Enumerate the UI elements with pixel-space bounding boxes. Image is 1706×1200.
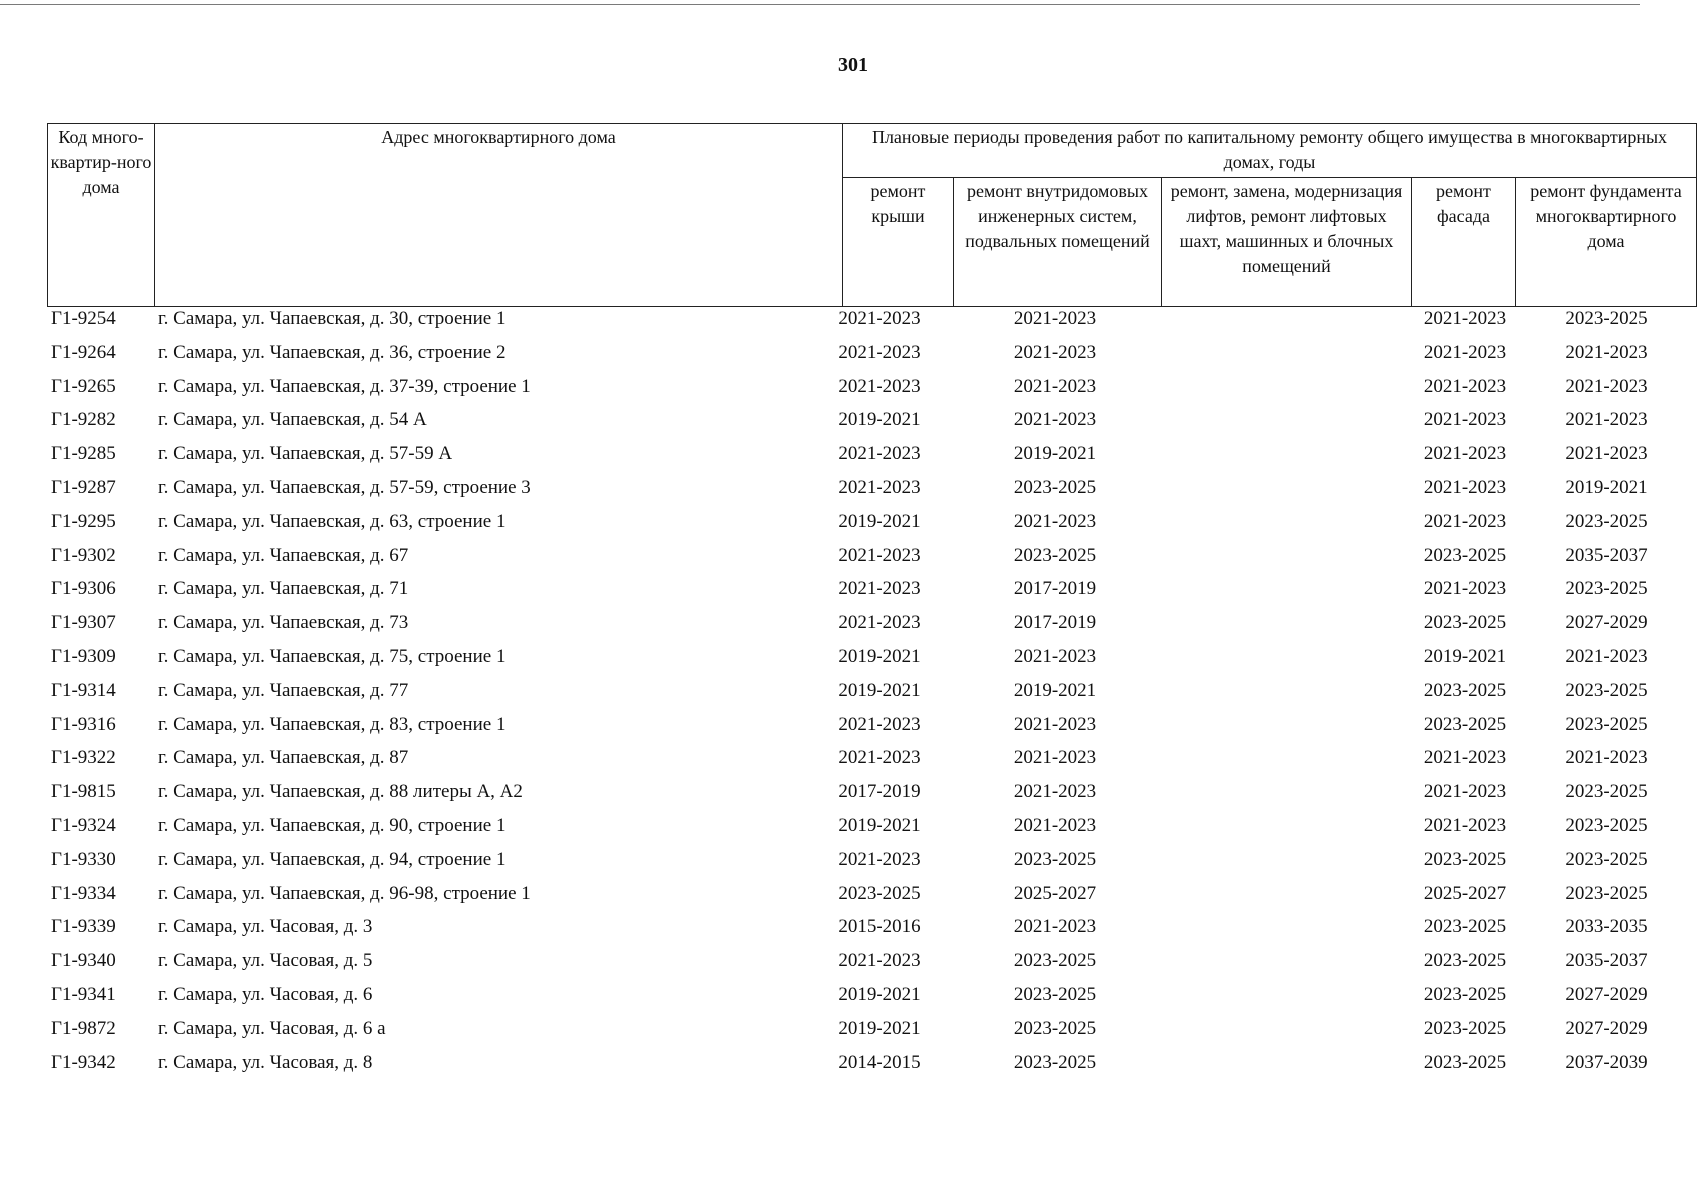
row-address: г. Самара, ул. Часовая, д. 5 — [158, 950, 373, 972]
row-roof-period: 2021-2023 — [838, 308, 921, 329]
row-engineering-period: 2023-2025 — [1013, 950, 1097, 972]
row-code: Г1-9815 — [51, 781, 116, 803]
header-roof: ремонт крыши — [843, 178, 954, 307]
header-address: Адрес многоквартирного дома — [155, 124, 843, 307]
table-row — [47, 475, 1696, 509]
row-engineering-period: 2019-2021 — [1013, 443, 1097, 465]
table-row — [47, 407, 1696, 441]
row-foundation-period: 2023-2025 — [1565, 713, 1648, 735]
table-row — [47, 813, 1696, 847]
row-code: Г1-9314 — [51, 679, 116, 701]
row-code: Г1-9339 — [51, 916, 116, 938]
row-facade-period: 2023-2025 — [1423, 916, 1507, 938]
row-roof-period: 2021-2023 — [838, 612, 921, 634]
row-address: г. Самара, ул. Чапаевская, д. 75, строение 1 — [158, 645, 506, 667]
row-foundation-period: 2027-2029 — [1565, 612, 1648, 634]
row-engineering-period: 2021-2023 — [1013, 409, 1097, 431]
row-code: Г1-9264 — [51, 341, 116, 363]
row-code: Г1-9302 — [51, 544, 116, 566]
row-address: г. Самара, ул. Часовая, д. 6 — [158, 983, 373, 1005]
row-address: г. Самара, ул. Чапаевская, д. 37-39, строение 1 — [158, 375, 531, 397]
row-engineering-period: 2021-2023 — [1013, 308, 1097, 329]
row-code: Г1-9316 — [51, 713, 116, 735]
table-row — [47, 644, 1696, 678]
row-code: Г1-9254 — [51, 308, 116, 329]
row-code: Г1-9330 — [51, 848, 116, 870]
row-facade-period: 2021-2023 — [1423, 443, 1507, 465]
row-code: Г1-9342 — [51, 1051, 116, 1073]
row-address: г. Самара, ул. Чапаевская, д. 96-98, строение 1 — [158, 882, 531, 904]
row-facade-period: 2023-2025 — [1423, 983, 1507, 1005]
scan-edge-line — [0, 4, 1640, 5]
row-foundation-period: 2021-2023 — [1565, 375, 1648, 397]
table-row — [47, 610, 1696, 644]
row-address: г. Самара, ул. Чапаевская, д. 57-59 А — [158, 443, 453, 465]
header-periods: Плановые периоды проведения работ по капитальному ремонту общего имущества в многоквартирных домах, годы — [843, 124, 1697, 178]
row-facade-period: 2021-2023 — [1423, 308, 1507, 329]
row-roof-period: 2021-2023 — [838, 747, 921, 769]
row-engineering-period: 2023-2025 — [1013, 848, 1097, 870]
row-facade-period: 2023-2025 — [1423, 1051, 1507, 1073]
row-foundation-period: 2035-2037 — [1565, 544, 1648, 566]
row-roof-period: 2021-2023 — [838, 713, 921, 735]
table-row — [47, 306, 1696, 340]
row-foundation-period: 2023-2025 — [1565, 679, 1648, 701]
table-row — [47, 576, 1696, 610]
table-row — [47, 1050, 1696, 1084]
row-engineering-period: 2023-2025 — [1013, 983, 1097, 1005]
row-facade-period: 2023-2025 — [1423, 713, 1507, 735]
table-row — [47, 914, 1696, 948]
table-row — [47, 948, 1696, 982]
row-code: Г1-9872 — [51, 1017, 116, 1039]
row-code: Г1-9295 — [51, 510, 116, 532]
table-row — [47, 847, 1696, 881]
row-engineering-period: 2025-2027 — [1013, 882, 1097, 904]
row-address: г. Самара, ул. Чапаевская, д. 57-59, строение 3 — [158, 476, 531, 498]
table-row — [47, 340, 1696, 374]
row-engineering-period: 2019-2021 — [1013, 679, 1097, 701]
row-address: г. Самара, ул. Чапаевская, д. 94, строение 1 — [158, 848, 506, 870]
row-facade-period: 2021-2023 — [1423, 409, 1507, 431]
row-roof-period: 2017-2019 — [838, 781, 921, 803]
row-facade-period: 2025-2027 — [1423, 882, 1507, 904]
row-roof-period: 2015-2016 — [838, 916, 921, 938]
row-code: Г1-9265 — [51, 375, 116, 397]
header-engineering: ремонт внутридомовых инженерных систем, подвальных помещений — [954, 178, 1162, 307]
row-foundation-period: 2033-2035 — [1565, 916, 1648, 938]
table-row — [47, 1016, 1696, 1050]
header-facade: ремонт фасада — [1412, 178, 1516, 307]
row-engineering-period: 2021-2023 — [1013, 781, 1097, 803]
table-row — [47, 543, 1696, 577]
table-row — [47, 982, 1696, 1016]
table-header — [47, 123, 1697, 307]
row-address: г. Самара, ул. Чапаевская, д. 54 А — [158, 409, 427, 431]
row-engineering-period: 2021-2023 — [1013, 814, 1097, 836]
row-foundation-period: 2023-2025 — [1565, 510, 1648, 532]
row-roof-period: 2019-2021 — [838, 983, 921, 1005]
row-roof-period: 2021-2023 — [838, 544, 921, 566]
row-address: г. Самара, ул. Чапаевская, д. 71 — [158, 578, 409, 600]
row-foundation-period: 2023-2025 — [1565, 814, 1648, 836]
row-roof-period: 2021-2023 — [838, 578, 921, 600]
table-row — [47, 745, 1696, 779]
row-roof-period: 2019-2021 — [838, 510, 921, 532]
header-code: Код много-квартир-ного дома — [48, 124, 155, 307]
row-address: г. Самара, ул. Чапаевская, д. 36, строение 2 — [158, 341, 506, 363]
row-engineering-period: 2023-2025 — [1013, 544, 1097, 566]
table-row — [47, 374, 1696, 408]
row-address: г. Самара, ул. Чапаевская, д. 88 литеры А, А2 — [158, 781, 523, 803]
row-foundation-period: 2021-2023 — [1565, 409, 1648, 431]
row-facade-period: 2021-2023 — [1423, 578, 1507, 600]
page-number: 301 — [838, 54, 868, 76]
row-code: Г1-9334 — [51, 882, 116, 904]
row-roof-period: 2014-2015 — [838, 1051, 921, 1073]
row-roof-period: 2019-2021 — [838, 645, 921, 667]
row-foundation-period: 2019-2021 — [1565, 476, 1648, 498]
table-row — [47, 881, 1696, 915]
row-engineering-period: 2021-2023 — [1013, 510, 1097, 532]
row-foundation-period: 2023-2025 — [1565, 308, 1648, 329]
row-engineering-period: 2021-2023 — [1013, 645, 1097, 667]
row-code: Г1-9287 — [51, 476, 116, 498]
row-engineering-period: 2023-2025 — [1013, 476, 1097, 498]
row-code: Г1-9341 — [51, 983, 116, 1005]
row-foundation-period: 2021-2023 — [1565, 341, 1648, 363]
row-engineering-period: 2021-2023 — [1013, 375, 1097, 397]
row-roof-period: 2019-2021 — [838, 409, 921, 431]
row-roof-period: 2021-2023 — [838, 341, 921, 363]
row-facade-period: 2023-2025 — [1423, 544, 1507, 566]
row-address: г. Самара, ул. Чапаевская, д. 67 — [158, 544, 409, 566]
row-foundation-period: 2037-2039 — [1565, 1051, 1648, 1073]
row-facade-period: 2021-2023 — [1423, 341, 1507, 363]
row-code: Г1-9285 — [51, 443, 116, 465]
row-facade-period: 2021-2023 — [1423, 747, 1507, 769]
row-roof-period: 2021-2023 — [838, 476, 921, 498]
row-engineering-period: 2023-2025 — [1013, 1017, 1097, 1039]
row-foundation-period: 2021-2023 — [1565, 443, 1648, 465]
row-foundation-period: 2023-2025 — [1565, 781, 1648, 803]
table-row — [47, 678, 1696, 712]
row-address: г. Самара, ул. Часовая, д. 8 — [158, 1051, 373, 1073]
row-code: Г1-9340 — [51, 950, 116, 972]
row-foundation-period: 2035-2037 — [1565, 950, 1648, 972]
row-facade-period: 2023-2025 — [1423, 950, 1507, 972]
row-code: Г1-9306 — [51, 578, 116, 600]
table-body — [47, 306, 1696, 1083]
row-facade-period: 2021-2023 — [1423, 476, 1507, 498]
row-roof-period: 2021-2023 — [838, 950, 921, 972]
row-address: г. Самара, ул. Чапаевская, д. 90, строение 1 — [158, 814, 506, 836]
header-lifts: ремонт, замена, модернизация лифтов, ремонт лифтовых шахт, машинных и блочных помещений — [1162, 178, 1412, 307]
table-row — [47, 441, 1696, 475]
row-roof-period: 2021-2023 — [838, 848, 921, 870]
row-foundation-period: 2023-2025 — [1565, 882, 1648, 904]
row-roof-period: 2019-2021 — [838, 814, 921, 836]
row-engineering-period: 2017-2019 — [1013, 612, 1097, 634]
header-foundation: ремонт фундамента многоквартирного дома — [1516, 178, 1697, 307]
row-engineering-period: 2017-2019 — [1013, 578, 1097, 600]
row-facade-period: 2021-2023 — [1423, 814, 1507, 836]
row-roof-period: 2021-2023 — [838, 443, 921, 465]
row-facade-period: 2023-2025 — [1423, 848, 1507, 870]
row-foundation-period: 2021-2023 — [1565, 645, 1648, 667]
row-address: г. Самара, ул. Часовая, д. 6 а — [158, 1017, 386, 1039]
row-facade-period: 2019-2021 — [1423, 645, 1507, 667]
row-engineering-period: 2021-2023 — [1013, 341, 1097, 363]
row-foundation-period: 2027-2029 — [1565, 1017, 1648, 1039]
row-code: Г1-9324 — [51, 814, 116, 836]
row-code: Г1-9282 — [51, 409, 116, 431]
row-foundation-period: 2027-2029 — [1565, 983, 1648, 1005]
row-engineering-period: 2023-2025 — [1013, 1051, 1097, 1073]
row-engineering-period: 2021-2023 — [1013, 747, 1097, 769]
row-foundation-period: 2021-2023 — [1565, 747, 1648, 769]
row-facade-period: 2021-2023 — [1423, 781, 1507, 803]
row-facade-period: 2021-2023 — [1423, 375, 1507, 397]
row-facade-period: 2023-2025 — [1423, 1017, 1507, 1039]
row-address: г. Самара, ул. Чапаевская, д. 83, строение 1 — [158, 713, 506, 735]
row-address: г. Самара, ул. Часовая, д. 3 — [158, 916, 373, 938]
row-facade-period: 2023-2025 — [1423, 679, 1507, 701]
row-engineering-period: 2021-2023 — [1013, 916, 1097, 938]
row-address: г. Самара, ул. Чапаевская, д. 77 — [158, 679, 409, 701]
table-row — [47, 712, 1696, 746]
row-code: Г1-9309 — [51, 645, 116, 667]
row-address: г. Самара, ул. Чапаевская, д. 30, строение 1 — [158, 308, 506, 329]
row-facade-period: 2023-2025 — [1423, 612, 1507, 634]
row-roof-period: 2021-2023 — [838, 375, 921, 397]
row-code: Г1-9307 — [51, 612, 116, 634]
row-engineering-period: 2021-2023 — [1013, 713, 1097, 735]
table-row — [47, 779, 1696, 813]
table-row — [47, 509, 1696, 543]
row-facade-period: 2021-2023 — [1423, 510, 1507, 532]
row-foundation-period: 2023-2025 — [1565, 578, 1648, 600]
row-roof-period: 2019-2021 — [838, 1017, 921, 1039]
row-roof-period: 2019-2021 — [838, 679, 921, 701]
row-roof-period: 2023-2025 — [838, 882, 921, 904]
row-foundation-period: 2023-2025 — [1565, 848, 1648, 870]
row-address: г. Самара, ул. Чапаевская, д. 73 — [158, 612, 409, 634]
row-code: Г1-9322 — [51, 747, 116, 769]
row-address: г. Самара, ул. Чапаевская, д. 87 — [158, 747, 409, 769]
row-address: г. Самара, ул. Чапаевская, д. 63, строение 1 — [158, 510, 506, 532]
